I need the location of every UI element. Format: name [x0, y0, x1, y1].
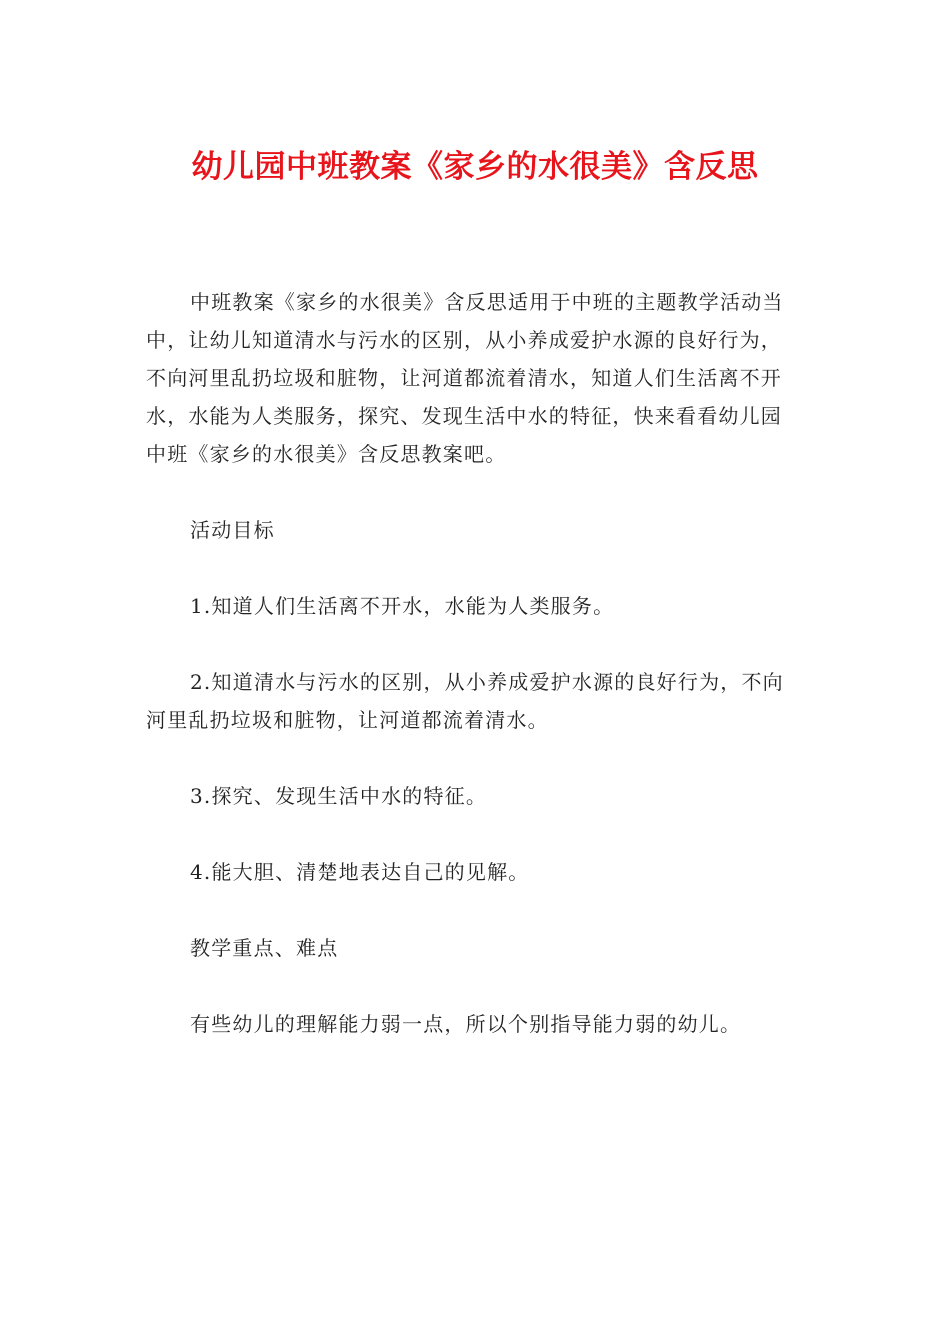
goal-item-4: 4.能大胆、清楚地表达自己的见解。 [190, 860, 530, 884]
intro-paragraph: 中班教案《家乡的水很美》含反思适用于中班的主题教学活动当中，让幼儿知道清水与污水的区别，从小养成爱护水源的良好行为，不向河里乱扔垃圾和脏物，让河道都流着清水，知道人们生活离不开水，水能为人类服务，探究、发现生活中水的特征，快来看看幼儿园中班《家乡的水很美》含反思教案吧。 [146, 290, 784, 466]
section-heading-key-points: 教学重点、难点 [190, 936, 339, 960]
document-title: 幼儿园中班教案《家乡的水很美》含反思 [191, 149, 759, 185]
key-points-paragraph: 有些幼儿的理解能力弱一点，所以个别指导能力弱的幼儿。 [190, 1012, 742, 1036]
goal-item-1: 1.知道人们生活离不开水，水能为人类服务。 [190, 594, 615, 618]
section-heading-goals: 活动目标 [190, 518, 275, 542]
goal-item-3: 3.探究、发现生活中水的特征。 [190, 784, 488, 808]
goal-item-2: 2.知道清水与污水的区别，从小养成爱护水源的良好行为，不向河里乱扔垃圾和脏物，让河道都流着清水。 [146, 670, 784, 732]
document-body [146, 283, 796, 1043]
